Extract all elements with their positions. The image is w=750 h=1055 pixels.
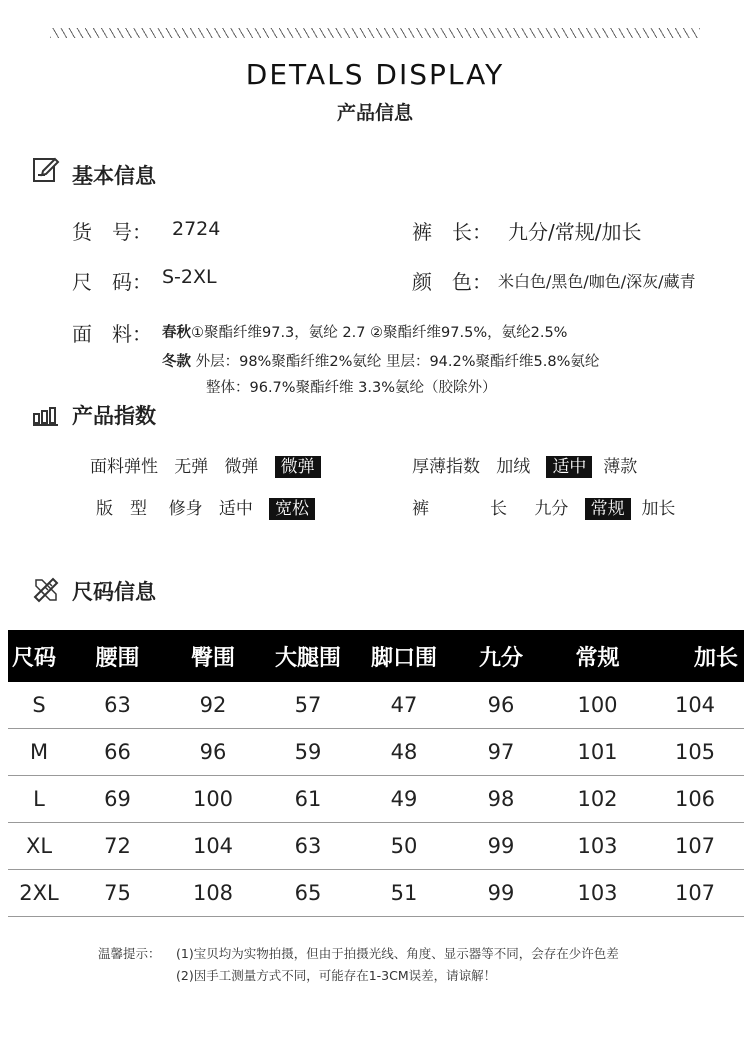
- bar-index-icon: [32, 400, 60, 428]
- table-cell: 48: [355, 729, 453, 776]
- table-cell: 65: [261, 870, 355, 917]
- table-cell: 97: [453, 729, 549, 776]
- ruler-pencil-icon: [32, 576, 60, 604]
- table-cell: L: [8, 776, 70, 823]
- table-cell: 107: [646, 870, 744, 917]
- table-cell: 51: [355, 870, 453, 917]
- table-cell: XL: [8, 823, 70, 870]
- color-label: 颜 色：: [412, 270, 492, 294]
- thickness-option: 加绒: [496, 457, 531, 477]
- table-header: 腰围: [70, 630, 165, 682]
- size-value: S-2XL: [162, 266, 217, 288]
- thickness-row: [412, 452, 637, 477]
- table-cell: 96: [453, 682, 549, 729]
- table-row: [8, 776, 744, 823]
- table-cell: 2XL: [8, 870, 70, 917]
- overall-fabric-text: 整体：96.7%聚酯纤维 3.3%氨纶（胶除外）: [206, 380, 497, 396]
- table-cell: 99: [453, 870, 549, 917]
- table-header: 脚口围: [355, 630, 453, 682]
- pants-length-selected: 常规: [585, 498, 631, 520]
- size-table: [8, 630, 744, 917]
- table-cell: 96: [165, 729, 261, 776]
- table-cell: 102: [549, 776, 646, 823]
- fabric-label: 面 料：: [72, 322, 152, 346]
- table-cell: M: [8, 729, 70, 776]
- table-cell: 47: [355, 682, 453, 729]
- table-cell: 103: [549, 870, 646, 917]
- color-value: 米白色/黑色/咖色/深灰/藏青: [498, 272, 696, 291]
- table-row: [8, 823, 744, 870]
- item-no-value: 2724: [172, 218, 221, 240]
- table-cell: 57: [261, 682, 355, 729]
- thickness-option: 薄款: [603, 457, 638, 477]
- table-row: [8, 682, 744, 729]
- elasticity-option: 无弹: [174, 457, 209, 477]
- table-cell: 49: [355, 776, 453, 823]
- table-cell: S: [8, 682, 70, 729]
- table-cell: 105: [646, 729, 744, 776]
- spring-label: 春秋: [162, 325, 191, 341]
- fit-option: 修身: [168, 499, 203, 519]
- table-cell: 104: [646, 682, 744, 729]
- product-index-title: 产品指数: [72, 404, 156, 428]
- table-cell: 99: [453, 823, 549, 870]
- hatched-divider: [50, 28, 700, 38]
- size-info-title: 尺码信息: [72, 580, 156, 604]
- notes-line-2: (2)因手工测量方式不同，可能存在1-3CM误差，请谅解！: [176, 968, 497, 983]
- fit-label: 版 型: [96, 499, 147, 519]
- fit-option: 适中: [218, 499, 253, 519]
- basic-info-title: 基本信息: [72, 164, 156, 188]
- length-value: 九分/常规/加长: [508, 220, 642, 244]
- table-cell: 92: [165, 682, 261, 729]
- winter-fabric-text: 外层：98%聚酯纤维2%氨纶 里层：94.2%聚酯纤维5.8%氨纶: [195, 354, 600, 370]
- table-cell: 72: [70, 823, 165, 870]
- elasticity-label: 面料弹性: [90, 457, 158, 477]
- length-label: 裤 长：: [412, 220, 492, 244]
- edit-note-icon: [32, 156, 60, 184]
- thickness-selected: 适中: [546, 456, 592, 478]
- pants-length-option: 加长: [641, 499, 676, 519]
- table-header: 大腿围: [261, 630, 355, 682]
- elasticity-selected: 微弹: [275, 456, 321, 478]
- table-header: 九分: [453, 630, 549, 682]
- pants-length-option: 九分: [534, 499, 569, 519]
- table-header: 臀围: [165, 630, 261, 682]
- table-cell: 101: [549, 729, 646, 776]
- table-cell: 103: [549, 823, 646, 870]
- spring-fabric-text: ①聚酯纤维97.3，氨纶 2.7 ②聚酯纤维97.5%，氨纶2.5%: [191, 325, 568, 341]
- fit-selected: 宽松: [269, 498, 315, 520]
- table-row: [8, 729, 744, 776]
- table-row: [8, 870, 744, 917]
- table-cell: 63: [70, 682, 165, 729]
- table-cell: 108: [165, 870, 261, 917]
- table-cell: 69: [70, 776, 165, 823]
- table-cell: 98: [453, 776, 549, 823]
- table-cell: 59: [261, 729, 355, 776]
- fit-row: [96, 494, 315, 519]
- table-header: 加长: [646, 630, 744, 682]
- page-title-en: DETALS DISPLAY: [245, 58, 505, 91]
- table-header: 尺码: [8, 630, 70, 682]
- table-cell: 100: [549, 682, 646, 729]
- winter-label: 冬款: [162, 354, 191, 370]
- pants-length-label: 裤 长: [412, 499, 529, 519]
- page-title-cn: 产品信息: [336, 102, 413, 124]
- table-cell: 61: [261, 776, 355, 823]
- pants-length-row: [412, 494, 675, 519]
- table-cell: 63: [261, 823, 355, 870]
- table-cell: 104: [165, 823, 261, 870]
- notes-label: 温馨提示：: [98, 946, 161, 961]
- table-header: 常规: [549, 630, 646, 682]
- table-cell: 66: [70, 729, 165, 776]
- table-cell: 107: [646, 823, 744, 870]
- item-no-label: 货 号：: [72, 220, 152, 244]
- size-label: 尺 码：: [72, 270, 152, 294]
- elasticity-option: 微弹: [224, 457, 259, 477]
- table-header-row: [8, 630, 744, 682]
- table-cell: 100: [165, 776, 261, 823]
- table-cell: 75: [70, 870, 165, 917]
- elasticity-row: [90, 452, 321, 477]
- table-cell: 106: [646, 776, 744, 823]
- notes-line-1: (1)宝贝均为实物拍摄，但由于拍摄光线、角度、显示器等不同，会存在少许色差: [176, 946, 619, 961]
- thickness-label: 厚薄指数: [412, 457, 480, 477]
- table-cell: 50: [355, 823, 453, 870]
